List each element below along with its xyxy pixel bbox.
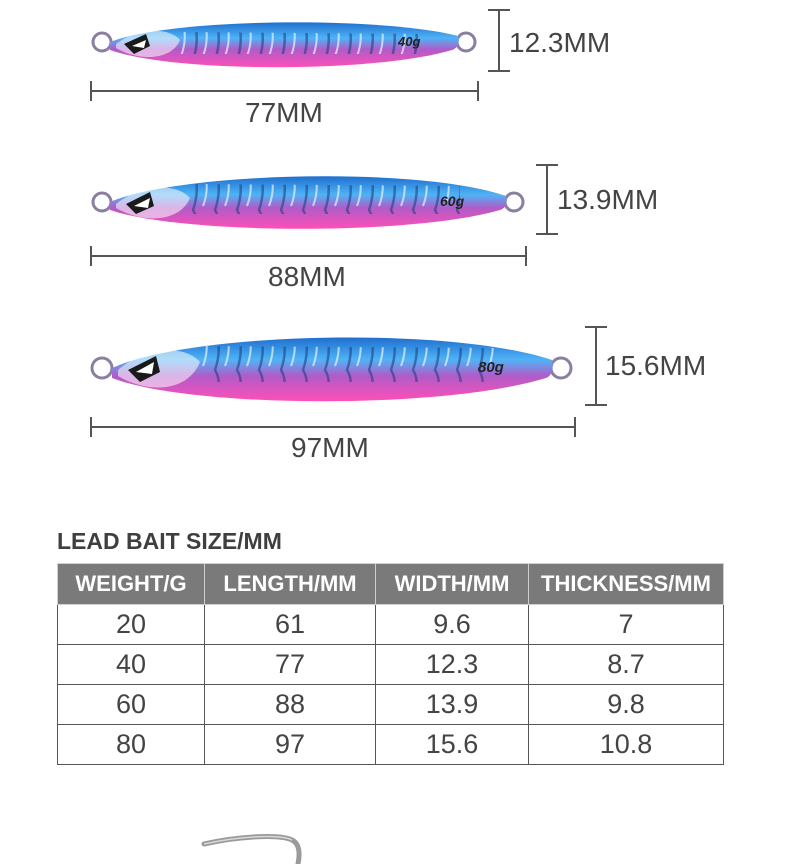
length-dimension-line xyxy=(90,426,576,428)
width-dimension-line xyxy=(546,164,548,235)
table-row xyxy=(58,725,724,765)
width-dimension-line xyxy=(595,326,597,406)
lure-weight-label: 60g xyxy=(440,193,465,209)
table-row xyxy=(58,645,724,685)
header-thickness: THICKNESS/MM xyxy=(529,564,724,605)
lure-60g xyxy=(80,170,540,232)
length-label: 97MM xyxy=(291,432,369,463)
table-cell: 7 xyxy=(529,605,724,645)
lure-80g xyxy=(80,330,580,404)
table-row xyxy=(58,685,724,725)
lure-40g xyxy=(80,20,490,76)
table-cell: 9.8 xyxy=(529,685,724,725)
table-row xyxy=(58,605,724,645)
table-cell: 61 xyxy=(205,605,376,645)
length-label: 88MM xyxy=(268,261,346,292)
table-cell: 40 xyxy=(58,645,205,685)
table-cell: 10.8 xyxy=(529,725,724,765)
lure-weight-label: 80g xyxy=(478,359,504,376)
lure-weight-label: 40g xyxy=(398,34,421,49)
width-dimension-line xyxy=(498,9,500,72)
length-label: 77MM xyxy=(245,97,323,128)
header-weight: WEIGHT/G xyxy=(58,564,205,605)
length-dimension-line xyxy=(90,255,527,257)
width-label: 15.6MM xyxy=(605,350,707,381)
length-dimension-line xyxy=(90,90,479,92)
header-length: LENGTH/MM xyxy=(205,564,376,605)
size-table xyxy=(57,563,724,765)
table-title: LEAD BAIT SIZE/MM xyxy=(57,528,282,554)
table-cell: 97 xyxy=(205,725,376,765)
table-cell: 80 xyxy=(58,725,205,765)
table-cell: 13.9 xyxy=(376,685,529,725)
header-width: WIDTH/MM xyxy=(376,564,529,605)
table-cell: 77 xyxy=(205,645,376,685)
table-cell: 60 xyxy=(58,685,205,725)
table-cell: 12.3 xyxy=(376,645,529,685)
table-header-row xyxy=(58,564,724,605)
table-cell: 8.7 xyxy=(529,645,724,685)
table-cell: 20 xyxy=(58,605,205,645)
width-label: 13.9MM xyxy=(557,184,659,215)
table-cell: 15.6 xyxy=(376,725,529,765)
hook-icon xyxy=(200,826,310,864)
table-cell: 88 xyxy=(205,685,376,725)
table-cell: 9.6 xyxy=(376,605,529,645)
width-label: 12.3MM xyxy=(509,27,611,58)
